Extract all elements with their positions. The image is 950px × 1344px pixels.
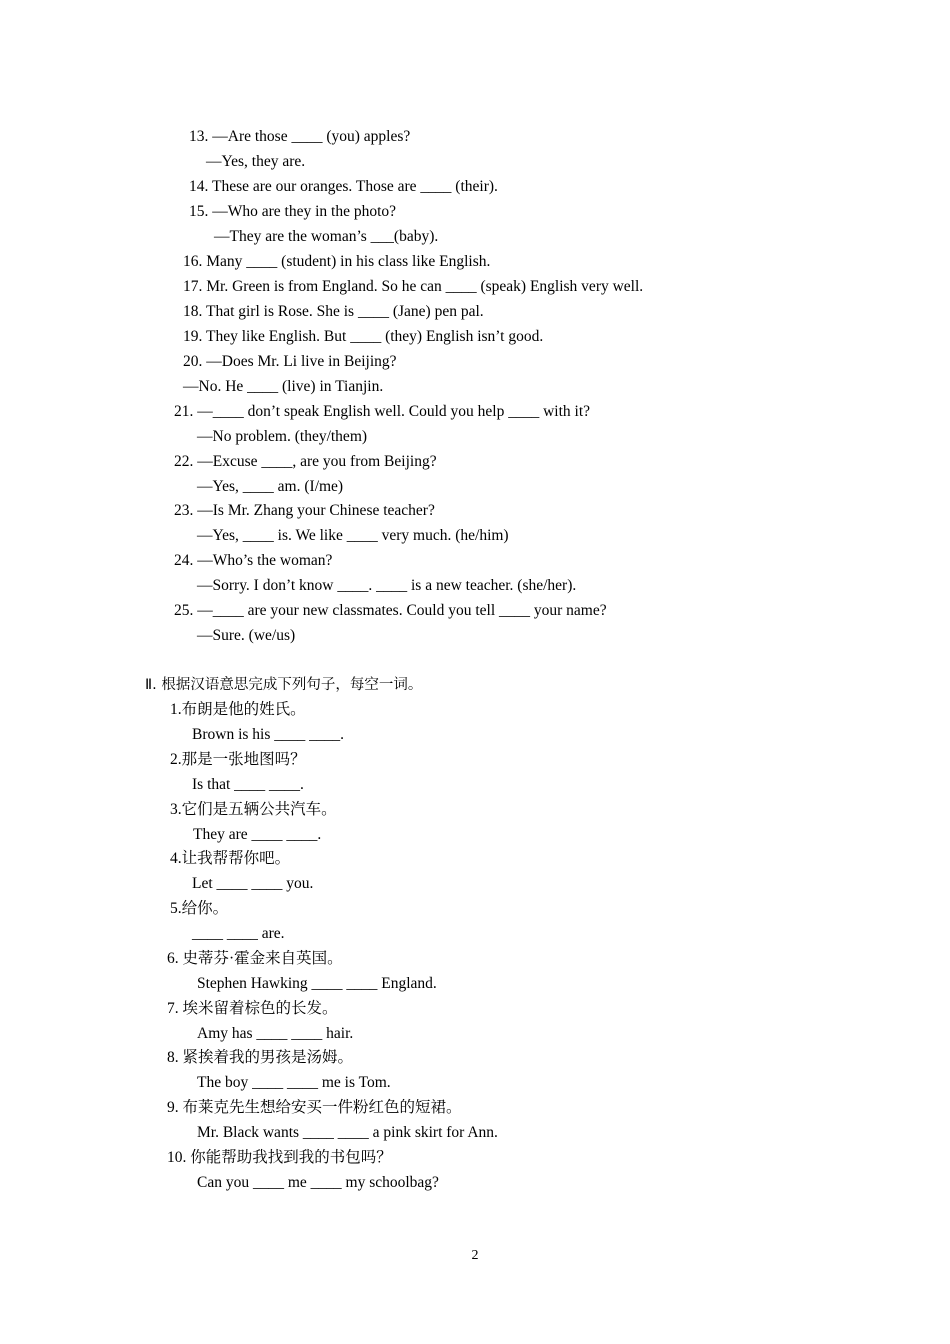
list-item: 25. —____ are your new classmates. Could you tell ____ your name? bbox=[174, 602, 607, 619]
list-item: Amy has ____ ____ hair. bbox=[197, 1025, 354, 1042]
list-item: 8. 紧挨着我的男孩是汤姆。 bbox=[167, 1049, 354, 1066]
list-item: The boy ____ ____ me is Tom. bbox=[197, 1074, 391, 1091]
list-item: Is that ____ ____. bbox=[192, 776, 304, 793]
list-item: 20. —Does Mr. Li live in Beijing? bbox=[183, 353, 397, 370]
list-item: 3.它们是五辆公共汽车。 bbox=[170, 801, 337, 818]
list-item: 21. —____ don’t speak English well. Could you help ____ with it? bbox=[174, 403, 591, 420]
list-item: 22. —Excuse ____, are you from Beijing? bbox=[174, 453, 437, 470]
list-item: —Yes, they are. bbox=[206, 153, 306, 170]
list-item: Brown is his ____ ____. bbox=[192, 726, 344, 743]
list-item: ____ ____ are. bbox=[192, 925, 285, 942]
list-item: 6. 史蒂芬·霍金来自英国。 bbox=[167, 950, 343, 967]
list-item: —They are the woman’s ___(baby). bbox=[214, 228, 439, 245]
list-item: —Sure. (we/us) bbox=[197, 627, 296, 644]
list-item: 18. That girl is Rose. She is ____ (Jane) pen pal. bbox=[183, 303, 484, 320]
list-item: Can you ____ me ____ my schoolbag? bbox=[197, 1174, 439, 1191]
list-item: 4.让我帮帮你吧。 bbox=[170, 850, 291, 867]
list-item: 13. —Are those ____ (you) apples? bbox=[189, 128, 411, 145]
list-item: 7. 埃米留着棕色的长发。 bbox=[167, 1000, 338, 1017]
list-item: —Yes, ____ is. We like ____ very much. (he/him) bbox=[197, 527, 509, 544]
list-item: 15. —Who are they in the photo? bbox=[189, 203, 397, 220]
list-item: —No. He ____ (live) in Tianjin. bbox=[183, 378, 384, 395]
list-item: 1.布朗是他的姓氏。 bbox=[170, 701, 306, 718]
list-item: 10. 你能帮助我找到我的书包吗？ bbox=[167, 1149, 392, 1166]
page-number: 2 bbox=[471, 1248, 479, 1263]
list-item: Let ____ ____ you. bbox=[192, 875, 314, 892]
list-item: 23. —Is Mr. Zhang your Chinese teacher? bbox=[174, 502, 435, 519]
list-item: —Yes, ____ am. (I/me) bbox=[197, 478, 344, 495]
list-item: Stephen Hawking ____ ____ England. bbox=[197, 975, 437, 992]
list-item: 5.给你。 bbox=[170, 900, 229, 917]
list-item: 16. Many ____ (student) in his class like English. bbox=[183, 253, 491, 270]
list-item: 17. Mr. Green is from England. So he can ____ (speak) English very well. bbox=[183, 278, 644, 295]
list-item: 2.那是一张地图吗？ bbox=[170, 751, 306, 768]
list-item: 14. These are our oranges. Those are ____ (their). bbox=[189, 178, 498, 195]
list-item: —Sorry. I don’t know ____. ____ is a new teacher. (she/her). bbox=[197, 577, 577, 594]
list-item: They are ____ ____. bbox=[193, 826, 322, 843]
list-item: 24. —Who’s the woman? bbox=[174, 552, 333, 569]
list-item: —No problem. (they/them) bbox=[197, 428, 368, 445]
list-item: Mr. Black wants ____ ____ a pink skirt for Ann. bbox=[197, 1124, 498, 1141]
section-2-heading: Ⅱ. 根据汉语意思完成下列句子，每空一词。 bbox=[145, 677, 423, 693]
list-item: 9. 布莱克先生想给安买一件粉红色的短裙。 bbox=[167, 1099, 462, 1116]
list-item: 19. They like English. But ____ (they) English isn’t good. bbox=[183, 328, 544, 345]
